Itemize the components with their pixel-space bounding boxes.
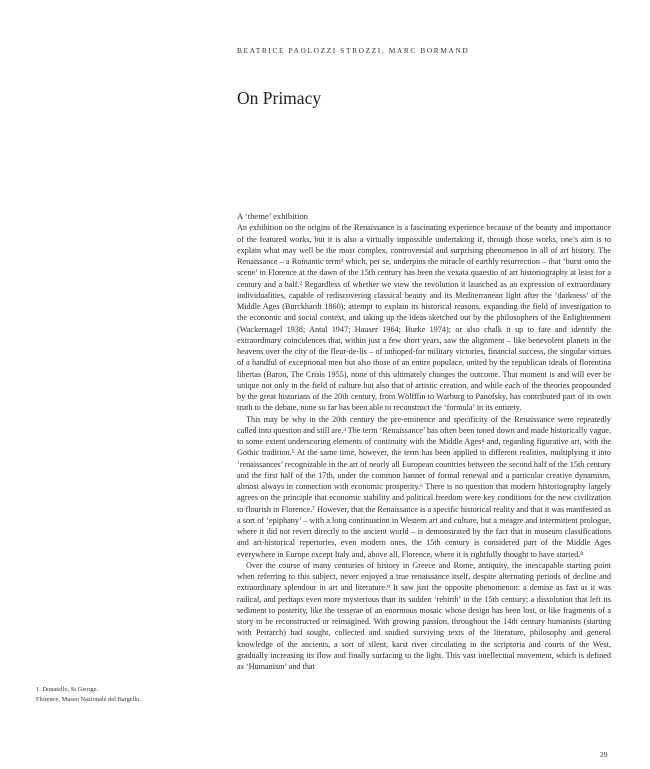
main-text [237, 211, 611, 672]
page-number: 29 [600, 750, 608, 759]
caption-line: 1. Donatello, St George. [36, 686, 99, 693]
figure-caption [36, 685, 216, 704]
caption-line: Florence, Museo Nazionale del Bargello. [36, 695, 141, 703]
paragraph: Over the course of many centuries of history in Greece and Rome, antiquity, the inescapable starting point when referring to this subject, never enjoyed a true renaissance itself, despite alternating periods of decline and extraordinary splendour in art and literature.⁹ It saw just the opposite phenomenon: a demise as fast as it was radical, and perhaps even more mysterious than its sudden ‘rebirth’ in the 15th century; a dissolution that left its sediment to posterity, like the tesserae of an enormous mosaic whose design has been lost, or like fragments of a story to be reconstructed or reimagined. With growing passion, throughout the 14th century humanists (starting with Petrarch) had sought, collected and studied surviving texts of the literature, philosophy and general knowledge of the ancients, a sort of silent, karst river circulating in the scriptoria and courts of the West, gradually increasing its flow and finally surfacing to the light. This vast intellectual movement, which is defined as ‘Humanism’ and that [237, 560, 611, 671]
section-heading: A ‘theme’ exhibition [237, 211, 308, 221]
running-header-authors: BEATRICE PAOLOZZI STROZZI, MARC BORMAND [237, 46, 470, 55]
paragraph: An exhibition on the origins of the Renaissance is a fascinating experience because of the beauty and importance of the featured works, but it is also a virtually impossible undertaking if, through those works, one’s aim is to explain what may well be the most complex, controversial and surprising phenomenon in all of art history. The Renaissance – a Romantic term¹ which, per se, underpins the miracle of earthly resurrection – that ‘burst onto the scene’ in Florence at the dawn of the 15th century has been the vexata quaestio of art historiography at least for a century and a half.² Regardless of whether we view the revolution it launched as an expression of extraordinary individualities, capable of rediscovering classical beauty and its Mediterranean light after the ‘darkness’ of the Middle Ages (Burckhardt 1860); attempt to explain its historical reasons, expanding the field of investigation to the economic and social context, and taking up the ideas sketched out by the philosophers of the Enlightenment (Wackernagel 1938; Antal 1947; Hauser 1964; Burke 1974); or also chalk it up to fate and identify the extraordinary coincidences that, within just a few short years, saw the alignment – like benevolent planets in the heavens over the city of the fleur-de-lis – of unhoped-for military victories, financial success, the singular virtues of a handful of exceptional men but also those of an entire populace, united by the republican ideals of florentina libertas (Baron, The Crisis 1955), none of this ultimately changes the outcome. That moment is and will ever be unique not only in the field of culture but also that of artistic creation, and while each of the theories propounded by the great historians of the 20th century, from Wölfflin to Warburg to Panofsky, has contributed part of its own truth to the debate, none so far has been able to reconstruct the ‘formula’ in its entirety. [237, 223, 611, 413]
paragraph: This may be why in the 20th century the pre-eminence and specificity of the Renaissance were repeatedly called into question and still are.³ The term ‘Renaissance’ has often been toned down and made historically vague, to some extent underscoring elements of continuity with the Middle Ages⁴ and, regarding figurative art, with the Gothic tradition.⁵ At the same time, however, the term has been applied to different realities, multiplying it into ‘renaissances’ recognizable in the art of nearly all European countries between the second half of the 15th century and the first half of the 17th, under the common banner of formal renewal and a particular creative dynamism, almost always in connection with economic prosperity.⁶ There is no question that modern historiography largely agrees on the principle that economic stability and political freedom were key conditions for the new civilization to flourish in Florence.⁷ However, that the Renaissance is a specific historical reality and that it was manifested as a sort of ‘epiphany’ – with a long continuation in Western art and culture, but a meagre and intermittent prologue, where it did not revert directly to the ancient world – is demonstrated by the fact that in museum classifications and art-historical repertories, even modern ones, the 15th century is considered part of the Middle Ages everywhere in Europe except Italy and, above all, Florence, where it is rightfully thought to have started.⁸ [237, 414, 611, 559]
chapter-title: On Primacy [237, 88, 322, 108]
